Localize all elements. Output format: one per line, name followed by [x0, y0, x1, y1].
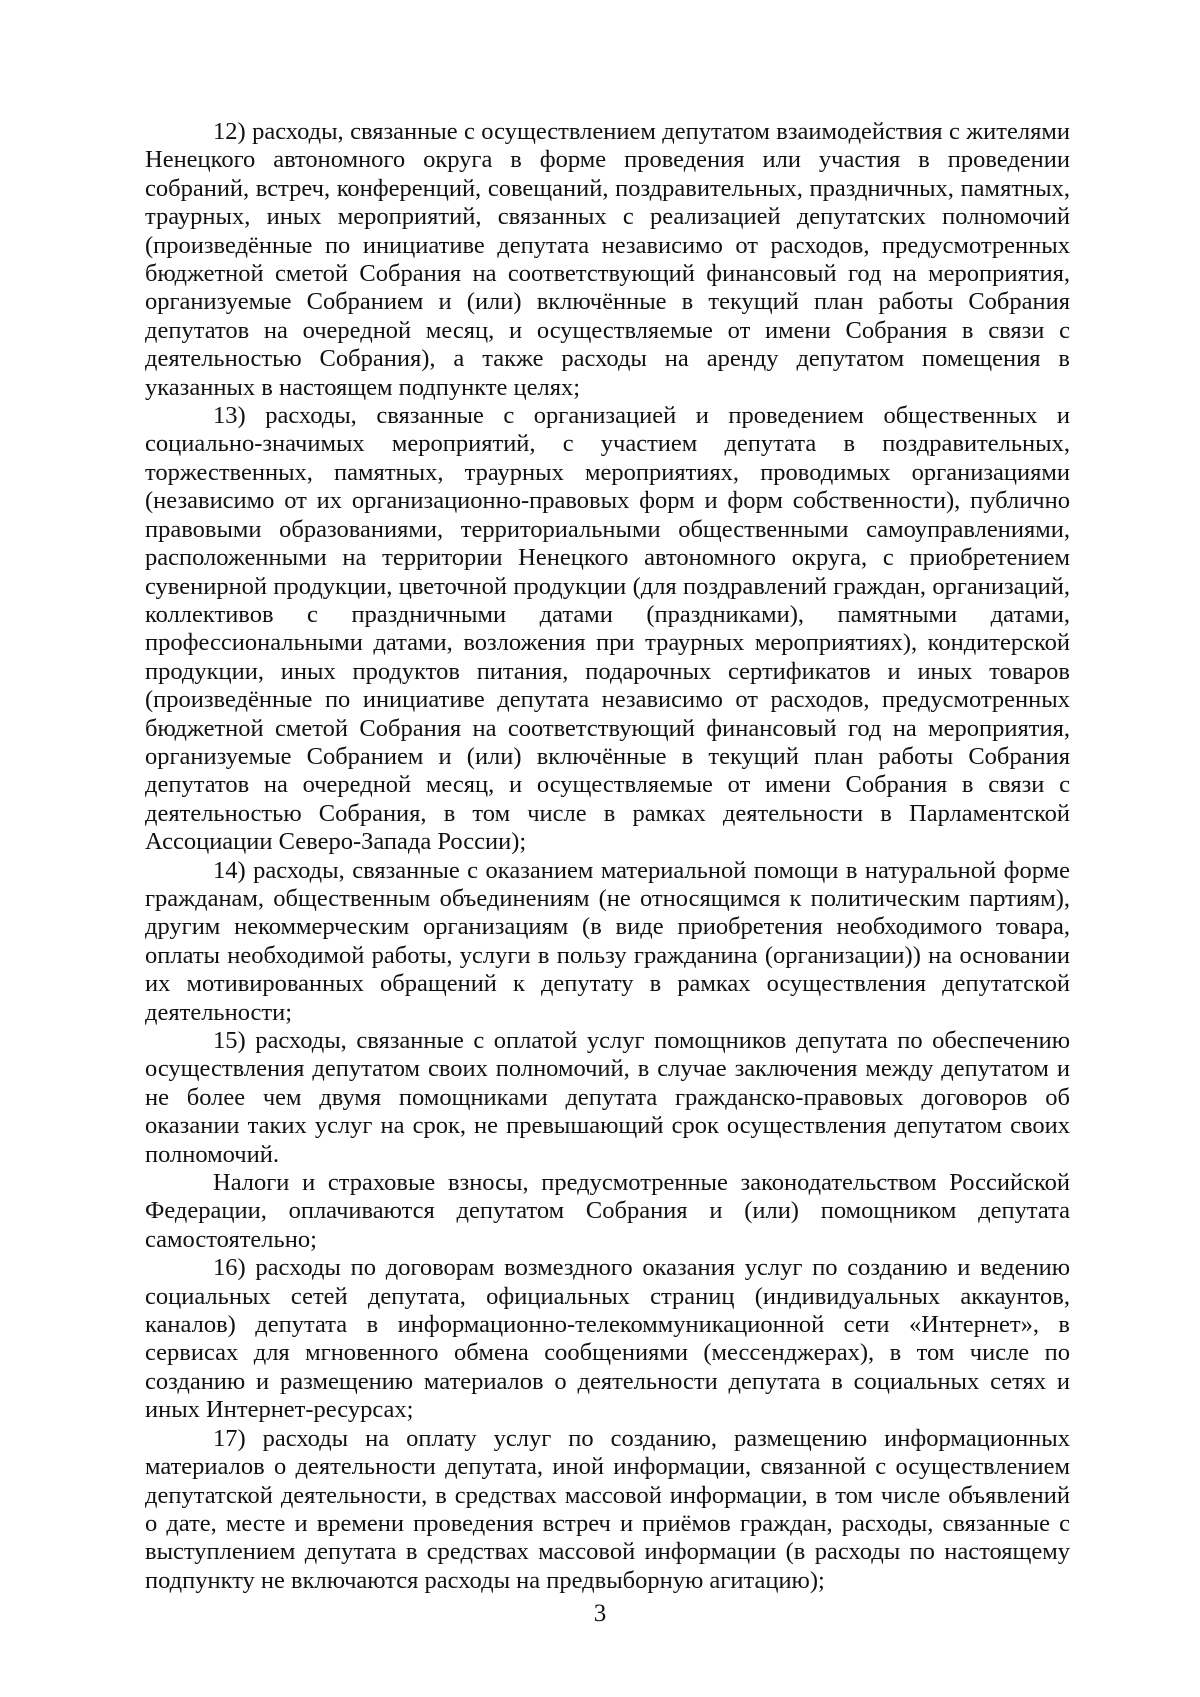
document-body: [145, 118, 1070, 1595]
paragraph-item-17: 17) расходы на оплату услуг по созданию, размещению информационных материалов о деятельности депутата, иной информации, связанной с осуществлением депутатской деятельности, в средствах массовой информации, в том числе объявлений о дате, месте и времени проведения встреч и приёмов граждан, расходы, связанные с выступлением депутата в средствах массовой информации (в расходы по настоящему подпункту не включаются расходы на предвыборную агитацию);: [145, 1424, 1070, 1594]
paragraph-item-16: 16) расходы по договорам возмездного оказания услуг по созданию и ведению социальных сетей депутата, официальных страниц (индивидуальных аккаунтов, каналов) депутата в информационно-телекоммуникационной сети «Интернет», в сервисах для мгновенного обмена сообщениями (мессенджерах), в том числе по созданию и размещению материалов о деятельности депутата в социальных сетях и иных Интернет-ресурсах;: [145, 1254, 1070, 1424]
paragraph-item-15: 15) расходы, связанные с оплатой услуг помощников депутата по обеспечению осуществления депутатом своих полномочий, в случае заключения между депутатом и не более чем двумя помощниками депутата гражданско-правовых договоров об оказании таких услуг на срок, не превышающий срок осуществления депутатом своих полномочий.: [145, 1027, 1070, 1168]
paragraph-item-12: 12) расходы, связанные с осуществлением депутатом взаимодействия с жителями Ненецкого автономного округа в форме проведения или участия в проведении собраний, встреч, конференций, совещаний, поздравительных, праздничных, памятных, траурных, иных мероприятий, связанных с реализацией депутатских полномочий (произведённые по инициативе депутата независимо от расходов, предусмотренных бюджетной сметой Собрания на соответствующий финансовый год на мероприятия, организуемые Собранием и (или) включённые в текущий план работы Собрания депутатов на очередной месяц, и осуществляемые от имени Собрания в связи с деятельностью Собрания), а также расходы на аренду депутатом помещения в указанных в настоящем подпункте целях;: [145, 118, 1070, 401]
paragraph-item-13: 13) расходы, связанные с организацией и проведением общественных и социально-значимых мероприятий, с участием депутата в поздравительных, торжественных, памятных, траурных мероприятиях, проводимых организациями (независимо от их организационно-правовых форм и форм собственности), публично правовыми образованиями, территориальными общественными самоуправлениями, расположенными на территории Ненецкого автономного округа, с приобретением сувенирной продукции, цветочной продукции (для поздравлений граждан, организаций, коллективов с праздничными датами (праздниками), памятными датами, профессиональными датами, возложения при траурных мероприятиях), кондитерской продукции, иных продуктов питания, подарочных сертификатов и иных товаров (произведённые по инициативе депутата независимо от расходов, предусмотренных бюджетной сметой Собрания на соответствующий финансовый год на мероприятия, организуемые Собранием и (или) включённые в текущий план работы Собрания депутатов на очередной месяц, и осуществляемые от имени Собрания в связи с деятельностью Собрания, в том числе в рамках деятельности в Парламентской Ассоциации Северо-Запада России);: [145, 402, 1070, 856]
page-number: 3: [593, 1600, 607, 1627]
paragraph-taxes-note: Налоги и страховые взносы, предусмотренные законодательством Российской Федерации, оплачиваются депутатом Собрания и (или) помощником депутата самостоятельно;: [145, 1169, 1070, 1253]
paragraph-item-14: 14) расходы, связанные с оказанием материальной помощи в натуральной форме гражданам, общественным объединениям (не относящимся к политическим партиям), другим некоммерческим организациям (в виде приобретения необходимого товара, оплаты необходимой работы, услуги в пользу гражданина (организации)) на основании их мотивированных обращений к депутату в рамках осуществления депутатской деятельности;: [145, 856, 1070, 1026]
